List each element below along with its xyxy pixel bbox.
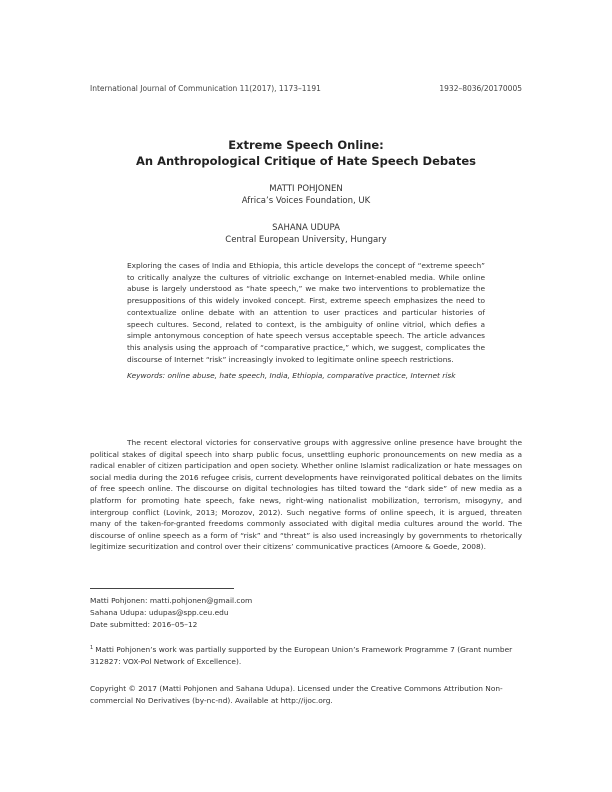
issn: 1932–8036/20170005	[439, 84, 522, 93]
body-paragraph: The recent electoral victories for conservative groups with aggressive online presence have brought the political stakes of digital speech into sharp public focus, unsettling euphoric pronouncements on new media as a radical enabler of citizen participation and open society. Whether online Islamist radicalization or hate messages on social media during the 2016 refugee crisis, current developments have reinvigorated political debates on the limits of free speech online. The discourse on digital technologies has tilted toward the “dark side” of new media as a platform for promoting hate speech, fake news, right-wing nationalist mobilization, terrorism, misogyny, and intergroup conflict (Lovink, 2013; Morozov, 2012). Such negative forms of online speech, it is argued, threaten many of the taken-for-granted freedoms commonly associated with digital media cultures around the world. The discourse of online speech as a form of “risk” and “threat” is also used increasingly by governments to rhetorically legitimize securitization and control over their citizens’ communicative practices (Amoore & Goede, 2008).	[90, 438, 522, 552]
abstract: Exploring the cases of India and Ethiopia, this article develops the concept of “extreme speech” to critically analyze the cultures of vitriolic exchange on Internet-enabled media. While online abuse is largely understood as “hate speech,” we make two interventions to problematize the presuppositions of this widely invoked concept. First, extreme speech emphasizes the need to contextualize online debate with an attention to user practices and particular histories of speech cultures. Second, related to context, is the ambiguity of online vitriol, which defies a simple antonymous conception of hate speech versus acceptable speech. The article advances this analysis using the approach of “comparative practice,” which, we suggest, complicates the discourse of Internet “risk” increasingly invoked to legitimate online speech restrictions.	[127, 261, 485, 364]
contact-author-2: Sahana Udupa: udupas@spp.ceu.edu	[90, 608, 229, 617]
author-1-name: MATTI POHJONEN	[269, 184, 343, 194]
author-2-name: SAHANA UDUPA	[272, 223, 340, 233]
contact-author-1: Matti Pohjonen: matti.pohjonen@gmail.com	[90, 596, 253, 605]
footnote-mark: 1	[90, 645, 94, 651]
footnote-divider	[90, 588, 234, 589]
article-title	[90, 137, 522, 169]
journal-citation: International Journal of Communication 11(2017), 1173–1191	[90, 84, 321, 93]
copyright-notice: Copyright © 2017 (Matti Pohjonen and Sahana Udupa). Licensed under the Creative Commons Attribution Non-commercial No Derivatives (by-nc-nd). Available at http://ijoc.org.	[90, 684, 503, 705]
date-submitted: Date submitted: 2016–05–12	[90, 620, 198, 629]
footnote-text: Matti Pohjonen’s work was partially supported by the European Union’s Framework Programme 7 (Grant number 312827: VOX-Pol Network of Excellence).	[90, 645, 513, 666]
title-line-2: An Anthropological Critique of Hate Speech Debates	[135, 154, 476, 168]
footnote	[90, 643, 522, 667]
author-1-affiliation: Africa’s Voices Foundation, UK	[241, 196, 371, 206]
author-2-affiliation: Central European University, Hungary	[225, 235, 387, 245]
keywords: Keywords: online abuse, hate speech, India, Ethiopia, comparative practice, Internet risk	[127, 371, 456, 380]
title-line-1: Extreme Speech Online:	[228, 138, 384, 152]
